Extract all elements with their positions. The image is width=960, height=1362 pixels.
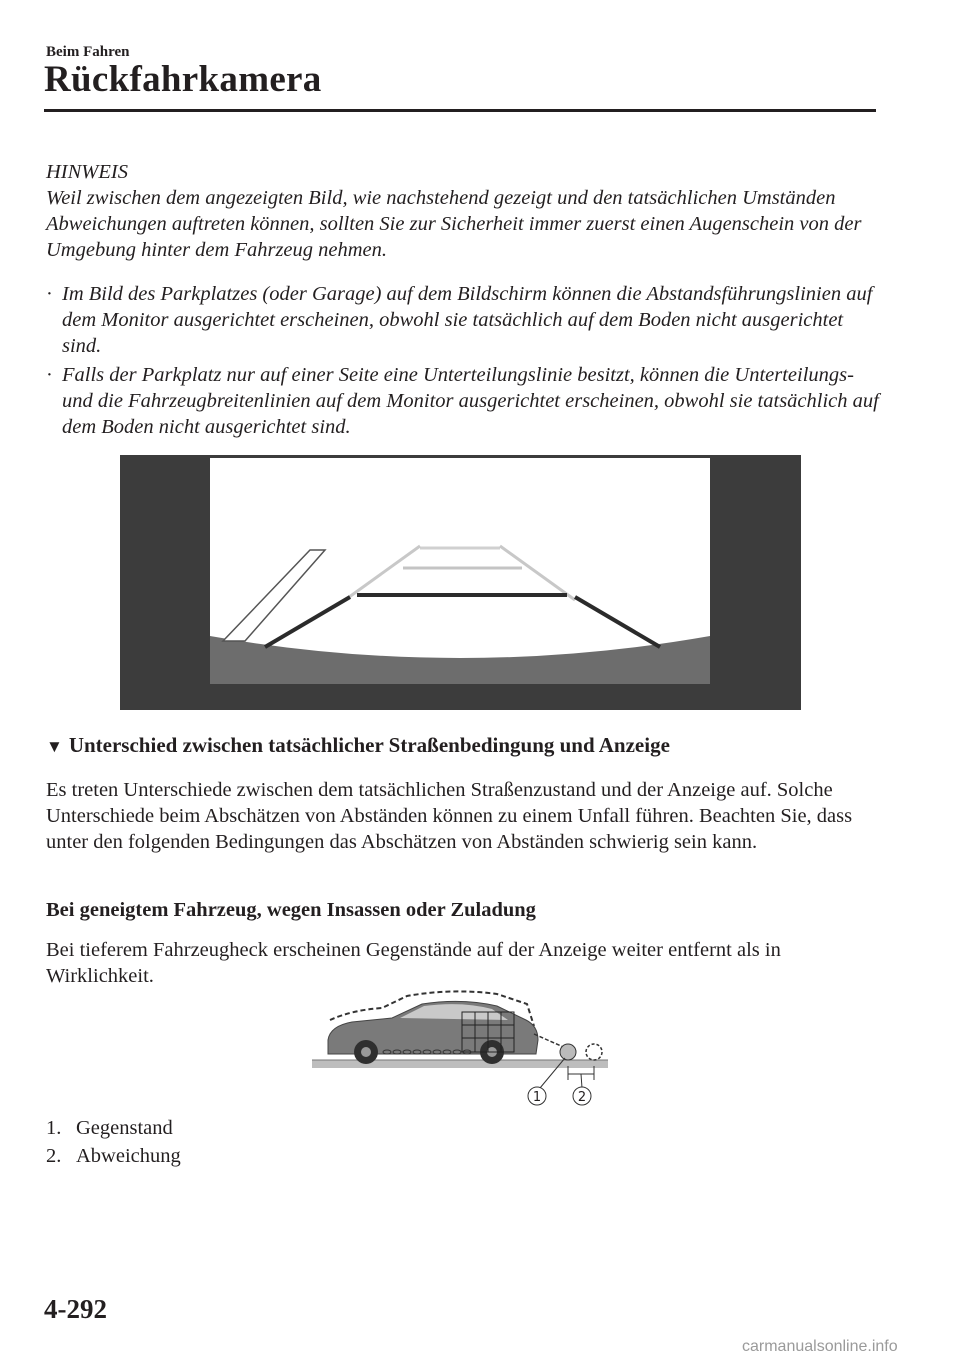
object-marker	[560, 1044, 576, 1060]
section-heading	[46, 733, 670, 758]
legend-item	[46, 1114, 181, 1142]
note-bullet-1	[46, 281, 886, 359]
watermark: carmanualsonline.info	[742, 1338, 898, 1355]
legend-number: 2.	[46, 1145, 62, 1167]
note-text: Weil zwischen dem angezeigten Bild, wie nachstehend gezeigt und den tatsächlichen Umständen Abweichungen auftreten können, sollten Sie zur Sicherheit immer zuerst einen Augenschein von der Umgebung hinter dem Fahrzeug nehmen.	[46, 187, 862, 261]
section-label: Beim Fahren	[46, 44, 130, 60]
condition-heading: Bei geneigtem Fahrzeug, wegen Insassen oder Zuladung	[46, 899, 536, 921]
triangle-marker-icon: ▼	[46, 737, 63, 756]
condition-paragraph: Bei tieferem Fahrzeugheck erscheinen Gegenstände auf der Anzeige weiter entfernt als in Wirklichkeit.	[46, 939, 781, 987]
note-bullet-2	[46, 362, 886, 440]
page-title: Rückfahrkamera	[44, 59, 322, 100]
callout-leader	[581, 1074, 582, 1088]
figure-legend	[46, 1114, 181, 1170]
page-number: 4-292	[44, 1294, 107, 1324]
legend-number: 1.	[46, 1117, 62, 1139]
note-heading: HINWEIS	[46, 161, 128, 183]
vehicle-tilt-figure	[312, 982, 608, 1110]
callout-1-label: 1	[532, 1090, 542, 1105]
section-paragraph: Es treten Unterschiede zwischen dem tatsächlichen Straßenzustand und der Anzeige auf. Solche Unterschiede beim Abschätzen von Abständen können zu einem Unfall führen. Beachten Sie, dass unter den folgenden Bedingungen das Abschätzen von Abständen schwierig sein kann.	[46, 779, 853, 853]
bullet-dot: ·	[46, 364, 53, 386]
legend-label: Abweichung	[76, 1145, 181, 1167]
object-apparent-marker	[586, 1044, 602, 1060]
callout-2-label: 2	[577, 1090, 587, 1105]
camera-display-figure	[120, 455, 801, 710]
title-divider	[44, 109, 876, 112]
section-heading-text: Unterschied zwischen tatsächlicher Straßenbedingung und Anzeige	[68, 733, 670, 757]
legend-label: Gegenstand	[76, 1117, 173, 1139]
bullet-dot: ·	[46, 283, 53, 305]
ground	[312, 1060, 608, 1068]
note-bullet-text: Im Bild des Parkplatzes (oder Garage) auf dem Bildschirm können die Abstandsführungslinien auf dem Monitor ausgerichtet erscheinen, obwohl sie tatsächlich auf dem Boden nicht ausgerichtet sind.	[62, 283, 873, 357]
legend-item	[46, 1142, 181, 1170]
note-bullet-text: Falls der Parkplatz nur auf einer Seite eine Unterteilungslinie besitzt, können die Unterteilungs- und die Fahrzeugbreitenlinien auf dem Monitor ausgerichtet erscheinen, obwohl sie tatsächlich auf dem Boden nicht ausgerichtet sind.	[62, 364, 879, 438]
